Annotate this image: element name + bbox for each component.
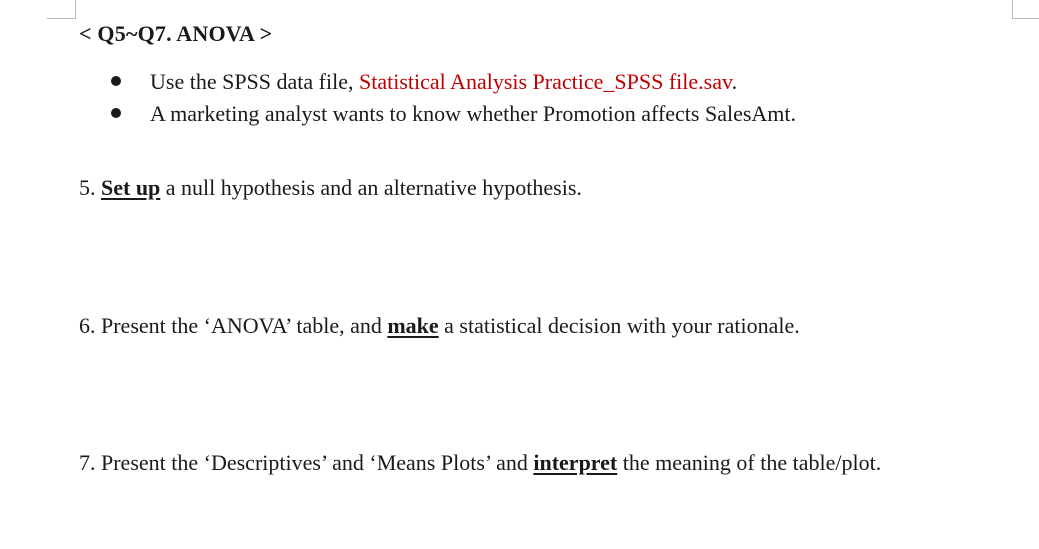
bullet-item-analyst-question xyxy=(111,98,796,130)
question-7-lead: 7. Present the ‘Descriptives’ and ‘Means Plots’ and xyxy=(79,450,534,475)
right-margin-corner-mark xyxy=(1012,0,1039,19)
section-heading: < Q5~Q7. ANOVA > xyxy=(79,21,273,46)
question-5-rest: a null hypothesis and an alternative hypothesis. xyxy=(160,175,582,200)
bullet-item-data-file xyxy=(111,66,796,98)
question-6-verb: make xyxy=(387,313,439,338)
question-7-rest: the meaning of the table/plot. xyxy=(617,450,882,475)
bullet-prefix-text: Use the SPSS data file, xyxy=(150,69,359,94)
question-5 xyxy=(79,175,582,201)
question-6-rest: a statistical decision with your rationale. xyxy=(438,313,800,338)
bullet-text: A marketing analyst wants to know whether Promotion affects SalesAmt. xyxy=(150,101,797,126)
question-5-verb: Set up xyxy=(101,175,161,200)
question-7-verb: interpret xyxy=(533,450,618,475)
question-7 xyxy=(79,450,881,476)
data-file-name: Statistical Analysis Practice_SPSS file.sav xyxy=(359,69,732,94)
bullet-dot-icon xyxy=(111,108,121,118)
bullet-list xyxy=(111,66,796,130)
question-6 xyxy=(79,313,800,339)
question-5-lead: 5. xyxy=(79,175,101,200)
bullet-suffix-text: . xyxy=(731,69,738,94)
question-6-lead: 6. Present the ‘ANOVA’ table, and xyxy=(79,313,388,338)
left-margin-corner-mark xyxy=(47,0,76,19)
bullet-dot-icon xyxy=(111,76,121,86)
